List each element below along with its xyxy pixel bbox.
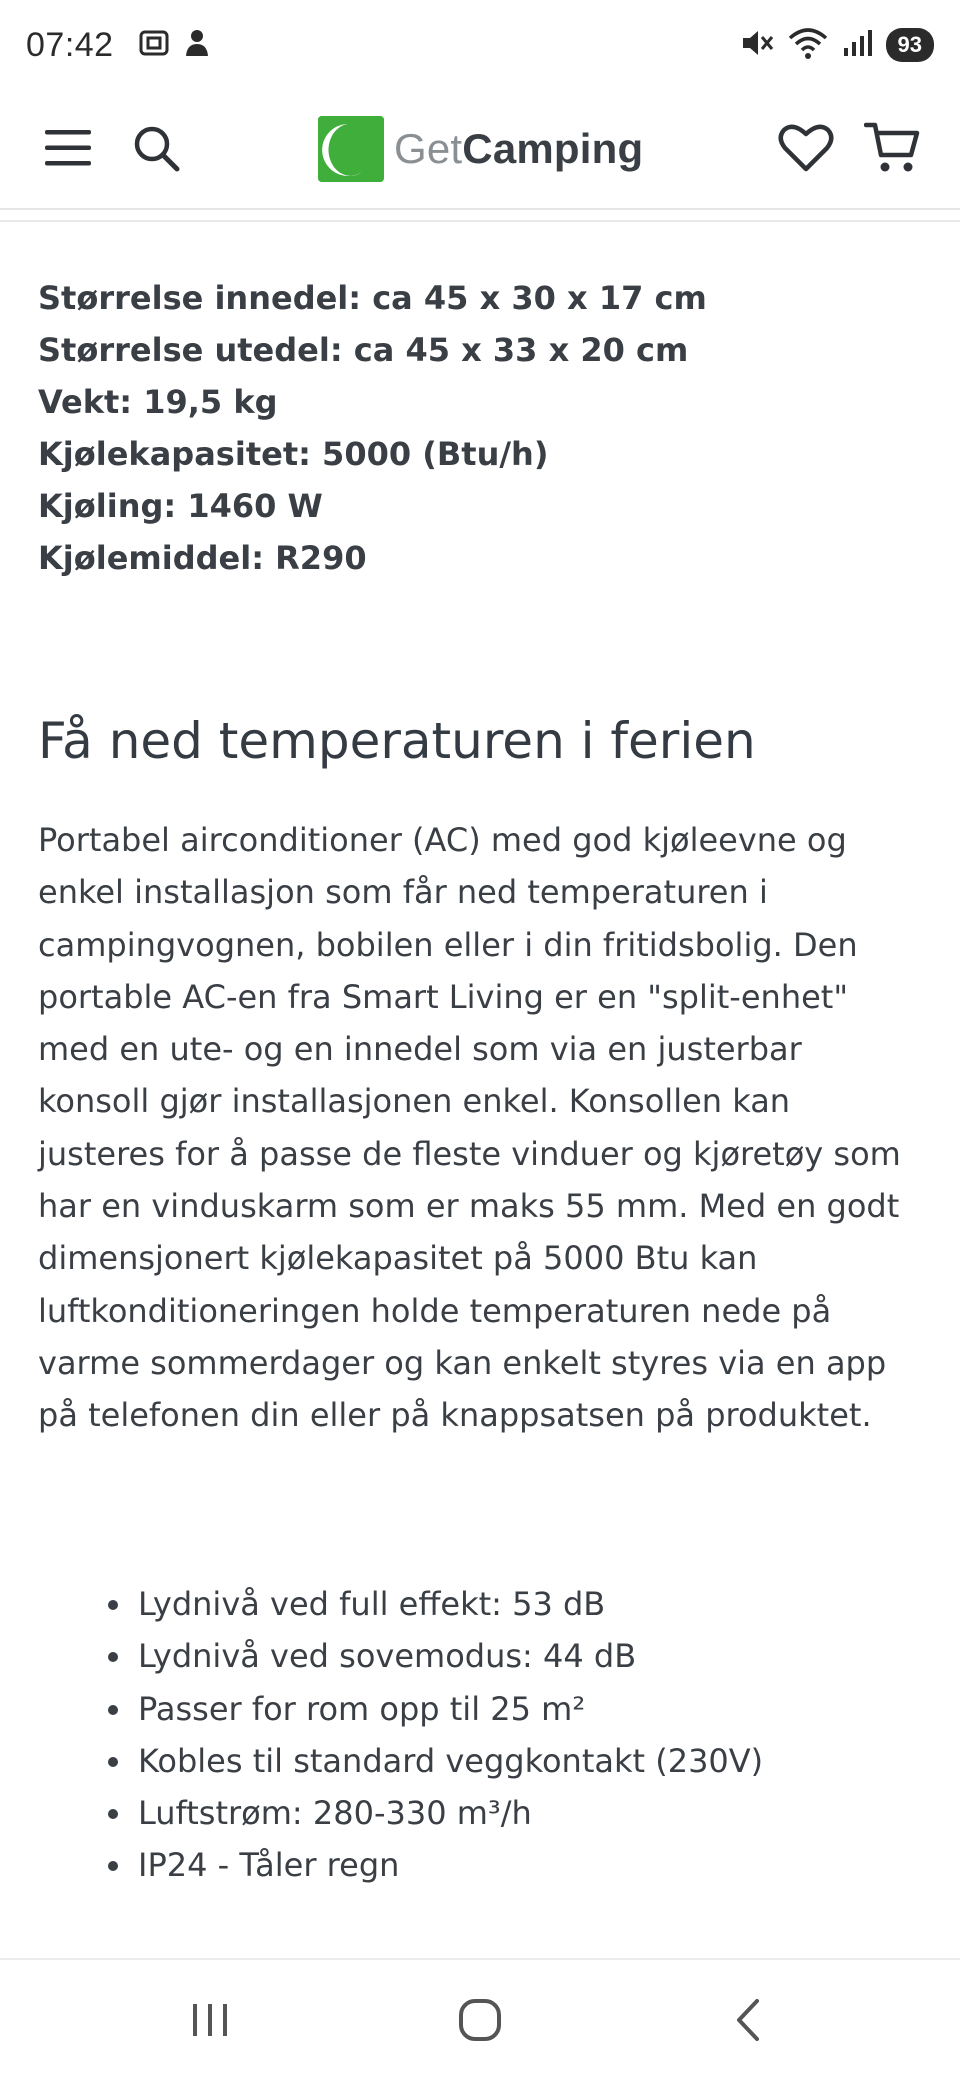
description-line: har en vinduskarm som er maks 55 mm. Med en godt [38,1187,900,1226]
description-line: campingvognen, bobilen eller i din fritidsbolig. Den [38,925,858,964]
section-heading: Få ned temperaturen i ferien [38,712,756,770]
description-line: dimensjonert kjølekapasitet på 5000 Btu kan [38,1239,758,1278]
back-icon[interactable] [708,1990,788,2050]
heart-icon[interactable] [774,116,838,180]
description-line: Portabel airconditioner (AC) med god kjøleevne og [38,821,847,859]
description-line: portable AC-en fra Smart Living er en "split-enhet" [38,977,849,1016]
list-item [104,1630,763,1682]
description-line: luftkonditioneringen holde temperaturen nede på [38,1291,832,1330]
feature-text: Lydnivå ved sovemodus: 44 dB [138,1637,637,1676]
moon-logo-icon [318,116,384,182]
wifi-icon [788,26,828,64]
bullet-icon [108,1861,118,1871]
header-divider [0,220,960,222]
spec-line: Størrelse utedel: ca 45 x 33 x 20 cm [38,331,689,369]
site-logo[interactable] [318,114,643,184]
feature-text: IP24 - Tåler regn [138,1846,400,1885]
signal-icon [842,28,872,62]
list-item [104,1839,763,1891]
site-header [0,90,960,210]
description-line: varme sommerdager og kan enkelt styres via en app [38,1343,887,1382]
mute-icon [740,27,774,63]
feature-text: Lydnivå ved full effekt: 53 dB [138,1585,606,1623]
spec-line: Vekt: 19,5 kg [38,383,278,421]
system-nav-bar [0,1958,960,2080]
search-icon[interactable] [124,116,188,180]
spec-line: Kjølemiddel: R290 [38,539,367,577]
spec-line: Kjøling: 1460 W [38,487,323,525]
battery-indicator: 93 [886,28,934,62]
spec-line: Størrelse innedel: ca 45 x 30 x 17 cm [38,279,707,317]
person-pin-icon [184,28,210,62]
status-time: 07:42 [26,25,114,64]
list-item [104,1683,763,1735]
feature-text: Kobles til standard veggkontakt (230V) [138,1741,764,1780]
feature-text: Passer for rom opp til 25 m² [138,1689,586,1728]
list-item [104,1735,763,1787]
product-description [38,814,918,1442]
description-line: konsoll gjør installasjonen enkel. Konsollen kan [38,1082,791,1121]
bullet-icon [108,1600,118,1610]
feature-list [104,1578,763,1892]
spec-line: Kjølekapasitet: 5000 (Btu/h) [38,435,549,473]
list-item [104,1787,763,1839]
bullet-icon [108,1809,118,1819]
home-icon[interactable] [440,1990,520,2050]
bullet-icon [108,1705,118,1715]
status-bar [0,0,960,90]
list-item [104,1578,763,1630]
description-line: enkel installasjon som får ned temperaturen i [38,873,768,912]
product-specs [38,272,707,584]
logo-text: GetCamping [394,125,644,172]
bullet-icon [108,1757,118,1767]
feature-text: Luftstrøm: 280-330 m³/h [138,1794,532,1833]
description-line: på telefonen din eller på knappsatsen på produktet. [38,1396,872,1435]
cart-icon[interactable] [860,116,924,180]
menu-icon[interactable] [36,116,100,180]
screenshot-icon [138,28,170,62]
recent-apps-icon[interactable] [170,1990,250,2050]
description-line: justeres for å passe de fleste vinduer og kjøretøy som [38,1134,901,1173]
description-line: med en ute- og en innedel som via en justerbar [38,1030,802,1069]
bullet-icon [108,1652,118,1662]
